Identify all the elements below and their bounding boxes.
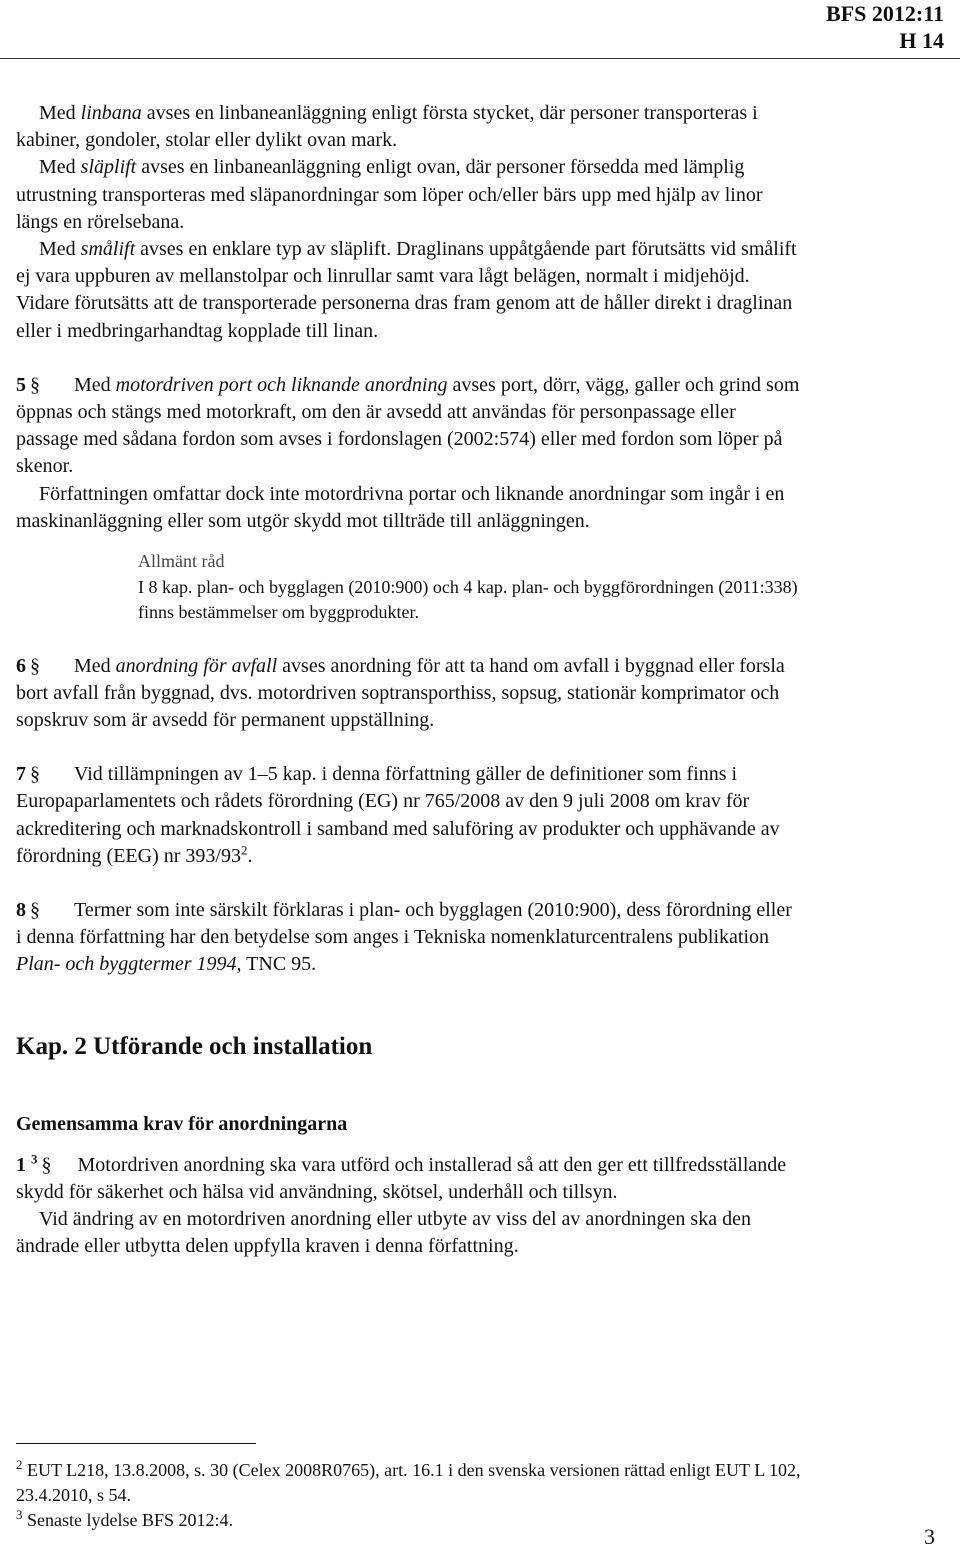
chapter-2-section-1-paragraph-2: Vid ändring av en motordriven anordning eller utbyte av viss del av anordningen ska den ändrade eller utbytta delen uppfylla kraven i denna författning. [16,1207,751,1258]
definition-linbana: Med linbana avses en linbaneanläggning enligt första stycket, där personer transporteras i kabiner, gondoler, stolar eller dylikt ovan mark. [16,102,758,152]
general-advice [138,549,800,626]
section-5: 5 § Med motordriven port och liknande anordning avses port, dörr, vägg, galler och grind som öppnas och stängs med motorkraft, om den är avsedd att användas för personpassage eller passage med sådana fordon som avses i fordonslagen (2002:574) eller med fordon som löper på skenor. [16,373,800,478]
chapter-2-subtitle: Gemensamma krav för anordningarna [16,1112,348,1135]
footnotes [16,1458,816,1533]
chapter-2-title: Kap. 2 Utförande och installation [16,1032,373,1060]
footnote-3: $^3$ Senaste lydelse BFS 2012:4. [16,1507,233,1530]
section-6: 6 § Med anordning för avfall avses anordning för att ta hand om avfall i byggnad eller forsla bort avfall från byggnad, dvs. motordriven soptransporthiss, sopsug, stationär komprimator och sopskruv som är avsedd för permanent uppställning. [16,654,785,731]
definition-smalift: Med smålift avses en enklare typ av släplift. Draglinans uppåtgående part förutsätts vid smålift ej vara uppburen av mellanstolpar och linrullar samt vara lågt belägen, normalt i midjehöjd. Vidare förutsätts att de transporterade personerna dras fram genom att de håller direkt i draglinan eller i medbringarhandtag kopplade till linan. [16,238,797,342]
header-divider [0,58,960,59]
general-advice-label: Allmänt råd [138,551,225,572]
document-body [16,100,800,1260]
chapter-2-section-1: 1 $^3$ § Motordriven anordning ska vara utförd och installerad så att den ger ett tillfredsställande skydd för säkerhet och hälsa vid användning, skötsel, underhåll och tillsyn. [16,1150,787,1203]
general-advice-text: I 8 kap. plan- och bygglagen (2010:900) och 4 kap. plan- och byggförordningen (2011:338) finns bestämmelser om byggprodukter. [138,576,798,623]
footnote-ref-3[interactable]: 3 [31,1150,38,1166]
footnote-ref-2[interactable]: 2 [240,842,248,858]
section-8: 8 § Termer som inte särskilt förklaras i plan- och bygglagen (2010:900), dess förordning eller i denna författning har den betydelse som anges i Tekniska nomenklaturcentralens publikation Plan- och byggtermer 1994, TNC 95. [16,898,792,976]
page-number: 3 [924,1524,935,1549]
definition-slaplift: Med släplift avses en linbaneanläggning enligt ovan, där personer försedda med lämplig utrustning transporteras med släpanordningar som löper och/eller bärs upp med hjälp av linor längs en rörelsebana. [16,156,763,233]
section-7: 7 § Vid tillämpningen av 1–5 kap. i denna författning gäller de definitioner som finns i Europaparlamentets och rådets förordning (EG) nr 765/2008 av den 9 juli 2008 om krav för ackreditering och marknadskontroll i samband med saluföring av produkter och upphävande av förordning (EEG) nr $393/93^2$. [16,763,780,867]
document-section: H 14 [899,28,944,53]
document-code: BFS 2012:11 [826,1,944,26]
page-header [826,0,944,54]
footnote-2: $^2$ EUT L218, 13.8.2008, s. 30 (Celex 2008R0765), art. 16.1 i den svenska versionen rättad enligt EUT L 102, 23.4.2010, s 54. [16,1457,801,1505]
footnote-divider [16,1443,256,1444]
section-5-paragraph-2: Författningen omfattar dock inte motordrivna portar och liknande anordningar som ingår i en maskinanläggning eller som utgör skydd mot tillträde till anläggningen. [16,482,785,532]
